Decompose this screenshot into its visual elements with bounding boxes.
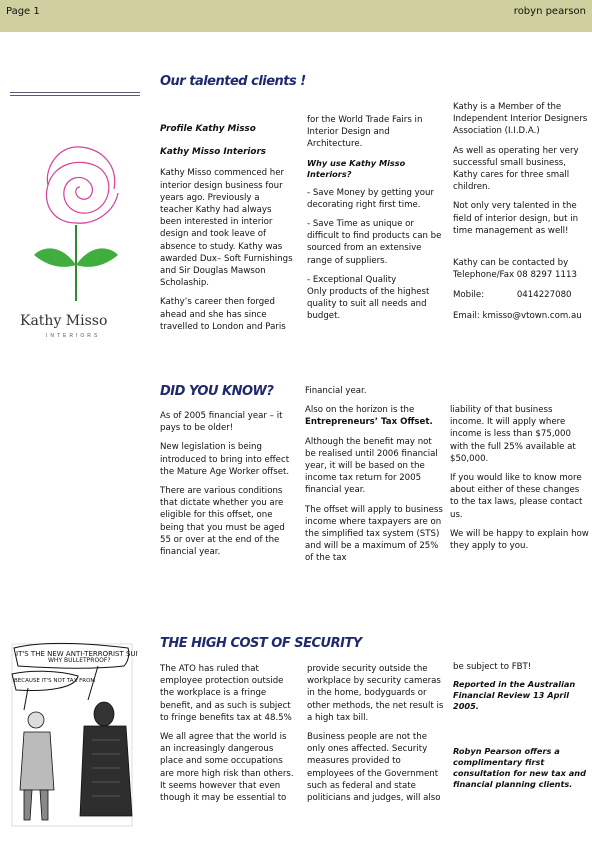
contact-us-paragraph: If you would like to know more about either of these changes to the tax laws, please contact us.	[450, 473, 583, 520]
cartoon-caption-3: BECAUSE IT'S NOT TAX FROM	[14, 678, 96, 684]
benefit-quality-detail: Only products of the highest quality to suit all needs and budget.	[307, 287, 430, 322]
page-header	[0, 0, 592, 32]
legislation-paragraph: New legislation is being introduced to bring into effect the Mature Age Worker offset.	[160, 442, 290, 477]
membership-paragraph: Kathy is a Member of the Independent Interior Designers Association (I.I.D.A.)	[453, 102, 588, 137]
logo-subtext: INTERIORS	[46, 333, 101, 339]
benefit-time: - Save Time as unique or difficult to find products can be sourced from an extensive range of suppliers.	[307, 219, 442, 266]
mobile-label: Mobile:	[453, 290, 485, 301]
conditions-paragraph: There are various conditions that dictate whether you are eligible for this offset, one being that you must be aged 55 or over at the end of the financial year.	[160, 486, 285, 558]
section-heading-security: THE HIGH COST OF SECURITY	[160, 636, 362, 651]
talent-paragraph: Not only very talented in the field of interior design, but in time management as well!	[453, 201, 579, 236]
company-title: Kathy Misso Interiors	[160, 147, 267, 158]
explain-paragraph: We will be happy to explain how they apply to you.	[450, 528, 589, 552]
did-you-know-column-2	[305, 385, 443, 572]
contact-line: Kathy can be contacted by Telephone/Fax 08 8297 1113	[453, 258, 577, 281]
source-citation: Reported in the Australian Financial Review 13 April 2005.	[453, 679, 576, 712]
divider-line	[10, 92, 140, 93]
cartoon-caption-1: IT'S THE NEW ANTI-TERRORIST SUIT	[16, 650, 138, 658]
profile-paragraph: Kathy Misso commenced her interior design business four years ago. Previously a teacher Kathy had always been interested in interior design and took leave of absence to study. Kathy was awarded Dux– Soft Furnishings and Sir Douglas Mawson Scholaship.	[160, 168, 293, 289]
security-cartoon	[8, 640, 138, 830]
why-use-subheading: Why use Kathy Misso Interiors?	[307, 157, 406, 179]
horizon-text: Also on the horizon is the	[305, 405, 415, 416]
career-paragraph: Kathy’s career then forged ahead and she has since travelled to London and Paris	[160, 297, 286, 332]
section-heading-clients: Our talented clients !	[160, 74, 306, 89]
security-column-2	[307, 663, 445, 811]
fbt-line: be subject to FBT!	[453, 662, 532, 672]
benefit-quality: - Exceptional Quality	[307, 274, 397, 285]
page-number: Page 1	[6, 6, 40, 17]
clients-column-3	[453, 101, 589, 329]
security-column-1	[160, 663, 294, 811]
rose-icon	[14, 105, 138, 315]
tax-offset-name: Entrepreneurs’ Tax Offset.	[305, 417, 433, 428]
cartoon-caption-2: WHY BULLETPROOF?	[48, 657, 111, 664]
clients-column-1	[160, 123, 294, 340]
kathy-misso-logo	[14, 105, 138, 345]
cartoon-illustration-icon	[8, 640, 138, 830]
horizon-paragraph	[305, 404, 443, 428]
security-provide-paragraph: provide security outside the workplace by security cameras in the home, bodyguards or other methods, the net result is a high tax bill.	[307, 664, 444, 723]
did-you-know-column-1	[160, 410, 292, 565]
career-continued: for the World Trade Fairs in Interior Design and Architecture.	[307, 115, 423, 150]
security-column-3	[453, 661, 589, 797]
financial-year-line: Financial year.	[305, 386, 367, 396]
clients-column-2	[307, 114, 445, 330]
business-paragraph: As well as operating her very successful small business, Kathy cares for three small children.	[453, 145, 579, 193]
benefit-paragraph: Although the benefit may not be realised until 2006 financial year, it will be based on the income tax return for 2005 financial year.	[305, 436, 438, 496]
ato-paragraph: The ATO has ruled that employee protection outside the workplace is a fringe benefit, and as such is subject to fringe benefits tax at 48.5%	[160, 664, 292, 723]
divider-line	[10, 95, 140, 96]
did-you-know-column-3	[450, 404, 589, 559]
author-name: robyn pearson	[513, 6, 586, 17]
section-heading-did-you-know: DID YOU KNOW?	[160, 384, 274, 399]
consultation-offer: Robyn Pearson offers a complimentary first consultation for new tax and financial planning clients.	[453, 746, 586, 790]
business-people-paragraph: Business people are not the only ones affected. Security measures provided to employees of the Government such as federal and state politicians and judges, will also	[307, 732, 441, 804]
benefit-money: - Save Money by getting your decorating right first time.	[307, 187, 434, 210]
profile-title: Profile Kathy Misso	[160, 124, 256, 134]
danger-paragraph: We all agree that the world is an increasingly dangerous place and some occupations are more high risk than others. It seems however that even though it may be essential to	[160, 732, 294, 804]
liability-paragraph: liability of that business income. It will apply where income is less than $75,000 with the full 25% available at $50,000.	[450, 405, 576, 464]
logo-text: Kathy Misso	[20, 313, 108, 329]
mobile-number: 0414227080	[516, 290, 572, 301]
age-paragraph: As of 2005 financial year – it pays to be older!	[160, 411, 283, 434]
email-line: Email: kmisso@vtown.com.au	[453, 310, 582, 321]
mobile-line	[453, 289, 589, 301]
offset-paragraph: The offset will apply to business income where taxpayers are on the simplified tax system (STS) and will be a maximum of 25% of the tax	[305, 504, 443, 564]
